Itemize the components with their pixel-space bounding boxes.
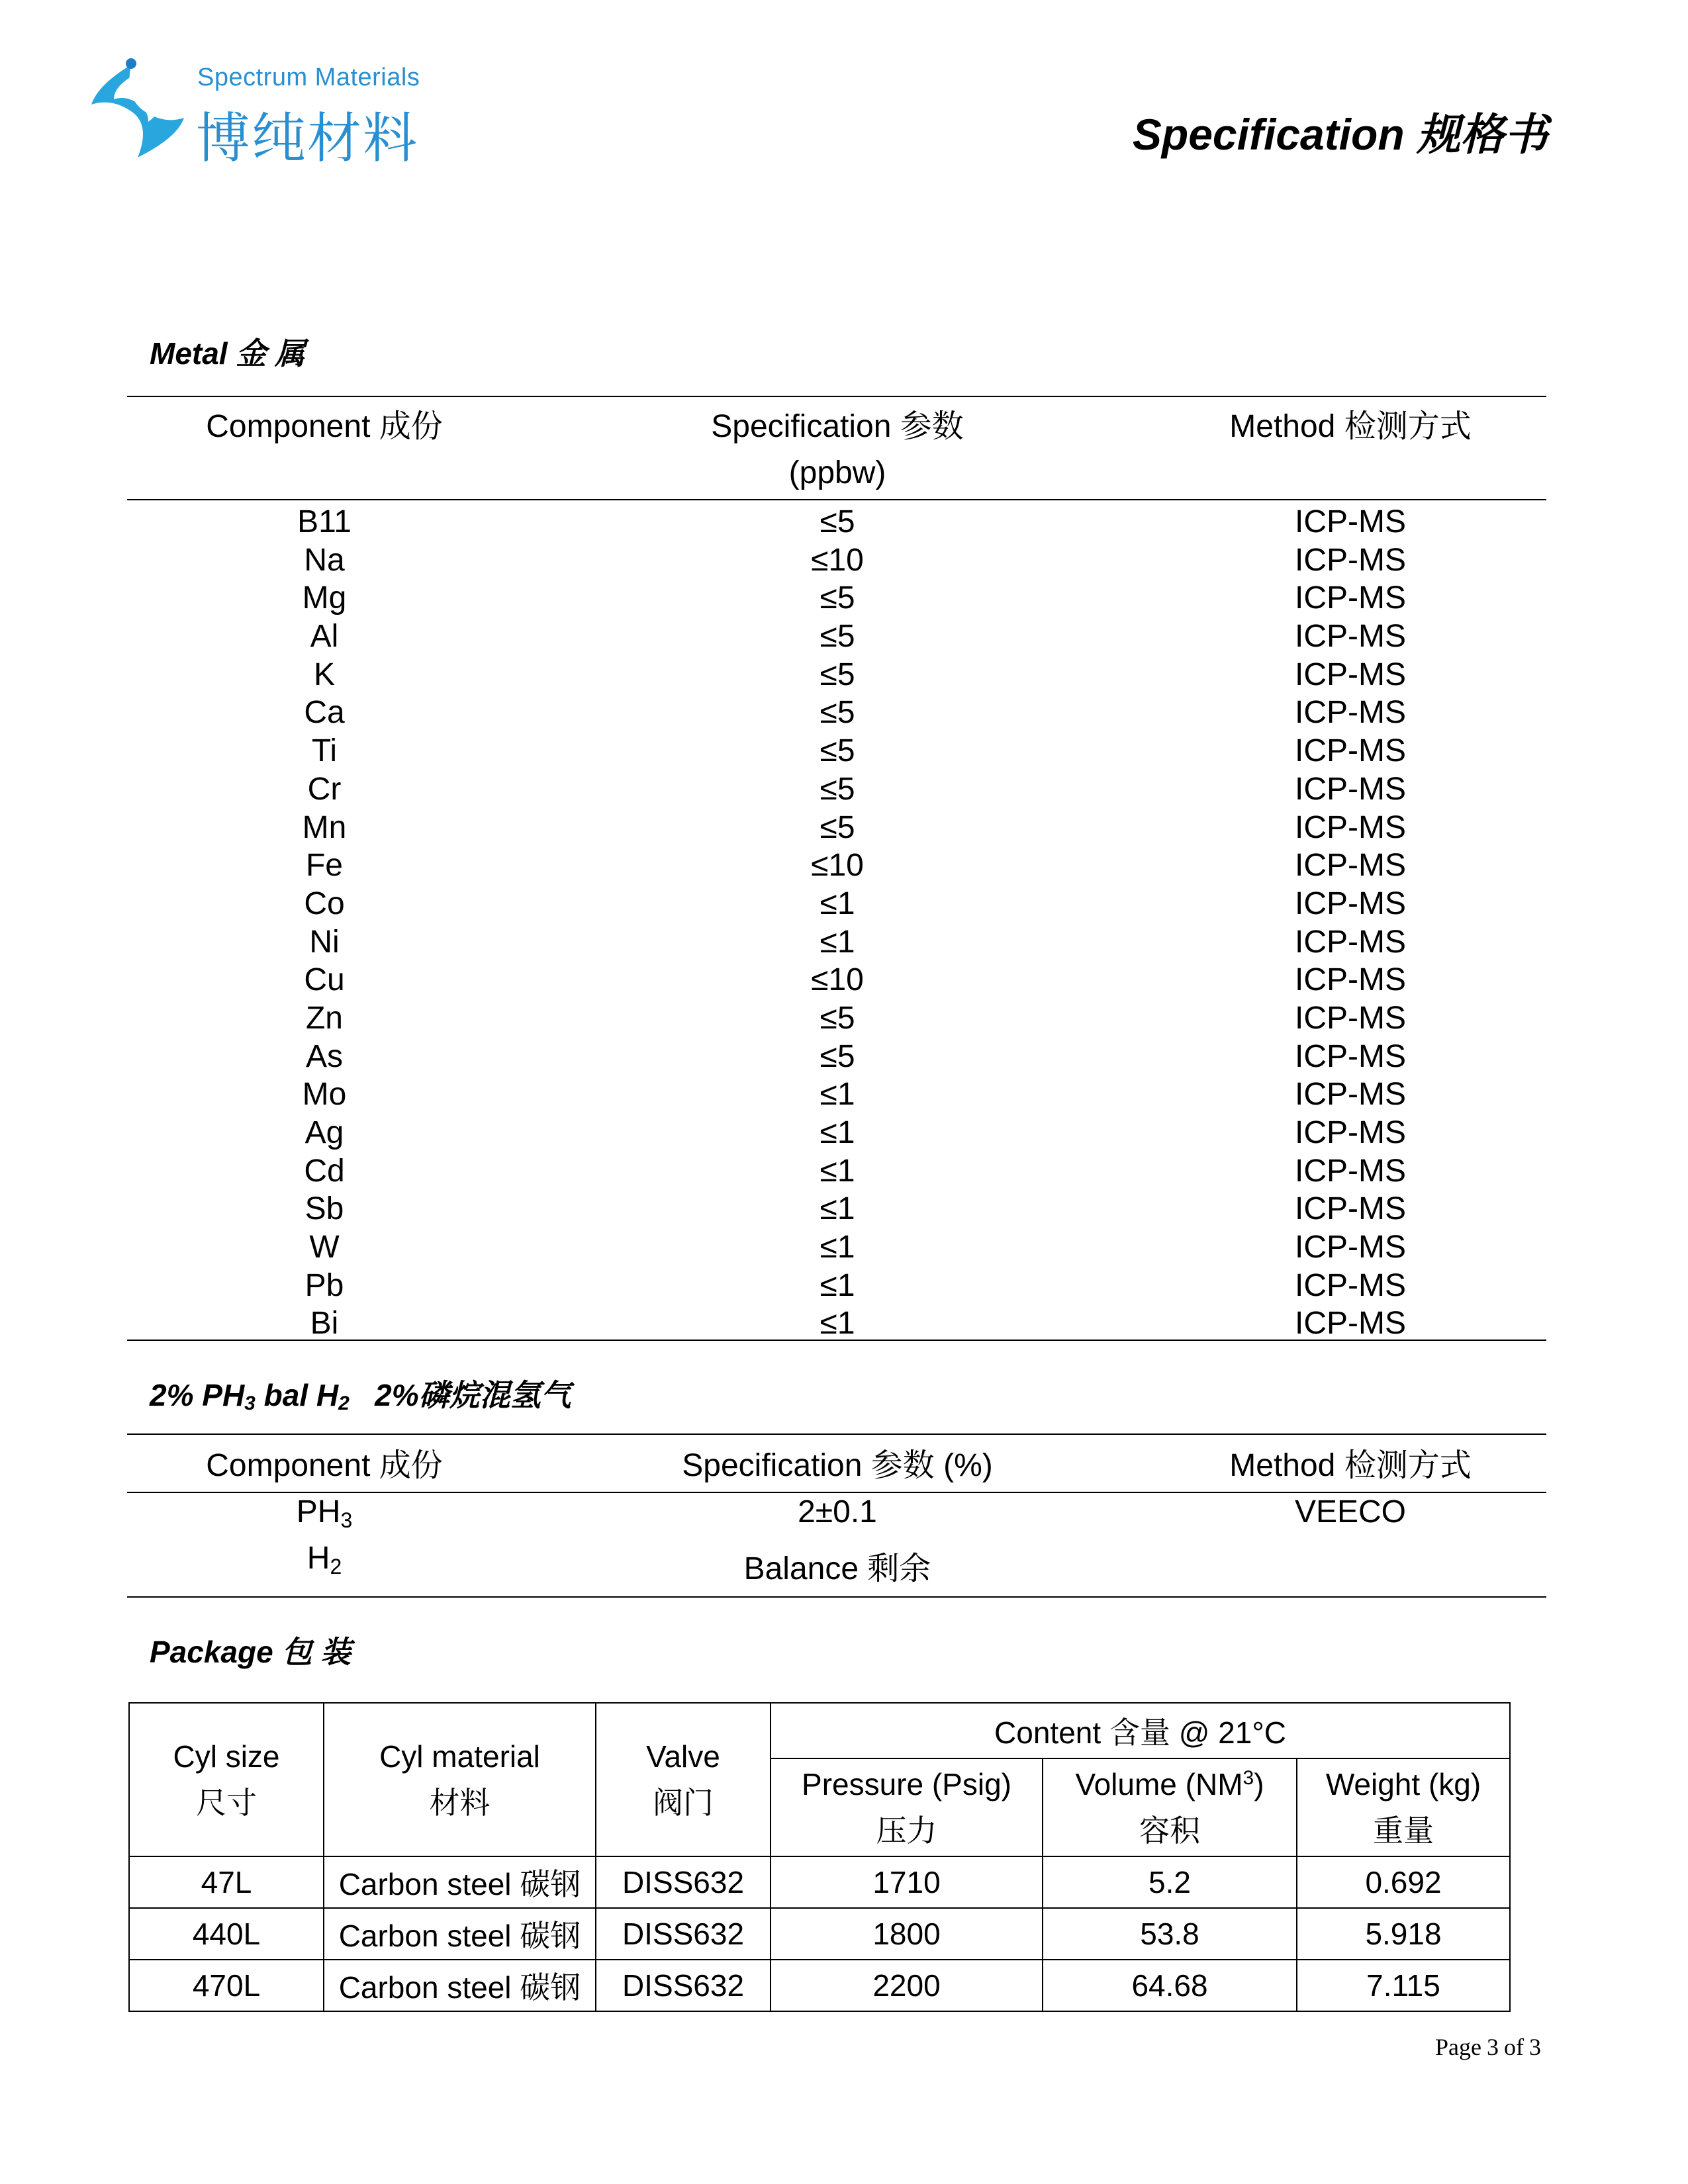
gas-title-balance: bal H: [255, 1378, 339, 1412]
package-table: [128, 1702, 1511, 2012]
pkg-cell-volume: 5.2: [1043, 1856, 1297, 1908]
metal-cell-component: Na: [304, 542, 345, 578]
metal-section-title: Metal 金 属: [150, 336, 306, 371]
page-of-word: of: [1504, 2034, 1524, 2060]
metal-table-row: [0, 885, 1688, 923]
metal-cell-method: ICP-MS: [1295, 504, 1406, 539]
gas-title-cn: 2%磷烷混氢气: [375, 1378, 571, 1412]
brand-name-en: Spectrum Materials: [197, 64, 420, 91]
metal-header-spec-unit: (ppbw): [788, 455, 886, 490]
metal-cell-method: ICP-MS: [1295, 1038, 1406, 1074]
metal-cell-method: ICP-MS: [1295, 1191, 1406, 1227]
metal-table-row: [0, 732, 1688, 770]
metal-cell-component: Zn: [305, 1000, 343, 1036]
metal-cell-spec: ≤1: [820, 1115, 855, 1150]
brand-name-cn: 博纯材料: [196, 109, 419, 169]
metal-cell-method: ICP-MS: [1295, 924, 1406, 960]
metal-header-spec: Specification 参数: [711, 409, 964, 444]
gas-row-ph3-component: [159, 1493, 490, 1539]
gas-row-ph3-subscript: 3: [340, 1508, 353, 1532]
metal-cell-method: ICP-MS: [1295, 695, 1406, 731]
package-table-body: [129, 1856, 1510, 2011]
page-total: 3: [1529, 2034, 1541, 2060]
metal-table-row: [0, 694, 1688, 732]
metal-table-row: [0, 503, 1688, 541]
gas-row-h2-component-text: H: [306, 1541, 330, 1576]
pkg-header-cyl-material-cn: 材料: [429, 1786, 491, 1820]
gas-row-ph3-spec: 2±0.1: [798, 1494, 877, 1529]
pkg-cell-size: 470L: [129, 1960, 324, 2011]
gas-table-bottom-rule: [127, 1596, 1546, 1598]
metal-cell-spec: ≤5: [820, 1000, 855, 1036]
metal-header-component: Component 成份: [206, 409, 443, 444]
metal-cell-spec: ≤5: [820, 809, 855, 845]
pkg-cell-weight: 7.115: [1297, 1960, 1510, 2011]
metal-cell-method: ICP-MS: [1295, 848, 1406, 884]
pkg-header-volume-cn: 容积: [1139, 1813, 1200, 1848]
gas-header-method: Method 检测方式: [1229, 1448, 1472, 1483]
package-table-row: [129, 1908, 1510, 1960]
metal-table-row: [0, 1114, 1688, 1152]
metal-cell-method: ICP-MS: [1295, 1230, 1406, 1265]
metal-table-row: [0, 961, 1688, 999]
pkg-cell-valve: DISS632: [596, 1856, 771, 1908]
metal-cell-component: Ag: [305, 1115, 344, 1150]
metal-cell-spec: ≤5: [820, 771, 855, 807]
metal-cell-component: Mg: [302, 580, 347, 616]
pkg-header-cyl-size: [129, 1703, 324, 1856]
pkg-cell-pressure: 1710: [771, 1856, 1043, 1908]
metal-cell-method: ICP-MS: [1295, 1306, 1406, 1342]
pkg-cell-weight: 5.918: [1297, 1908, 1510, 1960]
metal-table-row: [0, 579, 1688, 617]
metal-cell-spec: ≤5: [820, 1038, 855, 1074]
metal-cell-spec: ≤1: [820, 886, 855, 921]
metal-cell-component: Al: [310, 619, 339, 655]
metal-cell-component: Bi: [310, 1306, 339, 1342]
pkg-cell-material: Carbon steel 碳钢: [324, 1908, 596, 1960]
metal-cell-component: W: [309, 1230, 340, 1265]
pkg-header-cyl-material-en: Cyl material: [379, 1739, 540, 1774]
metal-header-rule: [127, 499, 1546, 500]
pkg-header-content: Content 含量 @ 21°C: [771, 1703, 1510, 1758]
metal-cell-spec: ≤1: [820, 1077, 855, 1113]
metal-cell-method: ICP-MS: [1295, 771, 1406, 807]
pkg-cell-material: Carbon steel 碳钢: [324, 1960, 596, 2011]
metal-cell-spec: ≤1: [820, 1153, 855, 1189]
pkg-cell-valve: DISS632: [596, 1908, 771, 1960]
metal-table-row: [0, 1304, 1688, 1343]
metal-table-row: [0, 846, 1688, 885]
metal-cell-spec: ≤5: [820, 695, 855, 731]
spectrum-materials-logo-icon: [85, 58, 191, 164]
pkg-header-volume-en: [1043, 1761, 1296, 1807]
gas-header-spec: Specification 参数 (%): [682, 1448, 993, 1483]
metal-cell-component: Co: [304, 886, 345, 921]
metal-cell-method: ICP-MS: [1295, 619, 1406, 655]
pkg-cell-volume: 64.68: [1043, 1960, 1297, 2011]
metal-cell-spec: ≤5: [820, 504, 855, 539]
pkg-header-pressure: [771, 1758, 1043, 1856]
metal-cell-spec: ≤1: [820, 924, 855, 960]
metal-cell-component: Cu: [304, 962, 345, 998]
pkg-cell-weight: 0.692: [1297, 1856, 1510, 1908]
pkg-header-volume-close: ): [1254, 1767, 1264, 1801]
package-section-title: Package 包 装: [150, 1635, 352, 1669]
metal-cell-method: ICP-MS: [1295, 1267, 1406, 1303]
metal-cell-component: Mn: [302, 809, 347, 845]
pkg-header-weight-en: Weight (kg): [1325, 1767, 1481, 1801]
pkg-header-valve-cn: 阀门: [653, 1786, 714, 1820]
gas-row-h2-component: [159, 1539, 490, 1586]
metal-table-row: [0, 1267, 1688, 1305]
pkg-cell-valve: DISS632: [596, 1960, 771, 2011]
metal-table-body: [0, 503, 1688, 1343]
metal-table-top-rule: [127, 396, 1546, 397]
metal-cell-spec: ≤10: [811, 848, 864, 884]
metal-table-row: [0, 999, 1688, 1038]
metal-table-row: [0, 1152, 1688, 1191]
document-title: Specification 规格书: [1132, 110, 1548, 159]
page-current: 3: [1487, 2034, 1499, 2060]
metal-table-row: [0, 923, 1688, 962]
metal-cell-method: ICP-MS: [1295, 1115, 1406, 1150]
gas-header-component: Component 成份: [206, 1448, 443, 1483]
page-number: [1430, 2033, 1541, 2061]
metal-cell-method: ICP-MS: [1295, 962, 1406, 998]
metal-cell-spec: ≤10: [811, 542, 864, 578]
pkg-header-valve: [596, 1703, 771, 1856]
pkg-cell-volume: 53.8: [1043, 1908, 1297, 1960]
metal-cell-spec: ≤5: [820, 657, 855, 692]
gas-title-ph3-subscript: 3: [244, 1392, 256, 1414]
pkg-cell-size: 440L: [129, 1908, 324, 1960]
metal-cell-spec: ≤10: [811, 962, 864, 998]
gas-row-h2-subscript: 2: [330, 1555, 342, 1578]
metal-cell-spec: ≤5: [820, 733, 855, 769]
metal-cell-component: Ca: [304, 695, 345, 731]
metal-cell-component: Fe: [305, 848, 343, 884]
pkg-header-valve-en: Valve: [646, 1739, 720, 1774]
metal-table-row: [0, 770, 1688, 809]
metal-cell-component: Ti: [311, 733, 338, 769]
metal-cell-spec: ≤5: [820, 580, 855, 616]
metal-table-row: [0, 809, 1688, 847]
gas-row-h2-spec: Balance 剩余: [743, 1551, 931, 1586]
pkg-header-pressure-en: Pressure (Psig): [802, 1767, 1011, 1801]
package-table-row: [129, 1856, 1510, 1908]
metal-cell-method: ICP-MS: [1295, 657, 1406, 692]
metal-table-row: [0, 617, 1688, 656]
metal-cell-spec: ≤1: [820, 1306, 855, 1342]
metal-table-row: [0, 656, 1688, 694]
pkg-header-cyl-material: [324, 1703, 596, 1856]
gas-section-title: [150, 1371, 571, 1415]
metal-cell-component: Pb: [305, 1267, 344, 1303]
metal-cell-method: ICP-MS: [1295, 886, 1406, 921]
pkg-cell-pressure: 1800: [771, 1908, 1043, 1960]
metal-cell-method: ICP-MS: [1295, 809, 1406, 845]
pkg-header-pressure-cn: 压力: [876, 1813, 937, 1848]
pkg-cell-pressure: 2200: [771, 1960, 1043, 2011]
metal-table-row: [0, 541, 1688, 580]
metal-cell-component: B11: [297, 504, 352, 539]
pkg-header-volume: [1043, 1758, 1297, 1856]
metal-table-bottom-rule: [127, 1340, 1546, 1341]
metal-header-method: Method 检测方式: [1229, 409, 1472, 444]
metal-cell-method: ICP-MS: [1295, 542, 1406, 578]
pkg-header-cyl-size-en: Cyl size: [173, 1739, 280, 1774]
metal-cell-method: ICP-MS: [1295, 1000, 1406, 1036]
pkg-header-weight: [1297, 1758, 1510, 1856]
gas-row-ph3-component-text: PH: [296, 1494, 341, 1529]
metal-cell-component: Mo: [302, 1077, 347, 1113]
metal-table-row: [0, 1075, 1688, 1114]
metal-cell-component: Cr: [307, 771, 342, 807]
metal-cell-component: Ni: [309, 924, 340, 960]
metal-cell-spec: ≤1: [820, 1267, 855, 1303]
pkg-header-cyl-size-cn: 尺寸: [196, 1786, 257, 1820]
pkg-cell-material: Carbon steel 碳钢: [324, 1856, 596, 1908]
metal-cell-component: K: [313, 657, 335, 692]
metal-cell-component: As: [305, 1038, 343, 1074]
page-word: Page: [1435, 2034, 1481, 2060]
metal-cell-method: ICP-MS: [1295, 580, 1406, 616]
pkg-header-weight-cn: 重量: [1373, 1813, 1434, 1848]
metal-cell-component: Cd: [304, 1153, 345, 1189]
pkg-cell-size: 47L: [129, 1856, 324, 1908]
pkg-header-volume-superscript: 3: [1243, 1767, 1254, 1789]
pkg-header-volume-en-text: Volume (NM: [1075, 1767, 1243, 1801]
metal-cell-spec: ≤1: [820, 1230, 855, 1265]
metal-cell-spec: ≤1: [820, 1191, 855, 1227]
gas-title-ph3: 2% PH: [150, 1378, 245, 1412]
package-table-row: [129, 1960, 1510, 2011]
metal-table-row: [0, 1038, 1688, 1076]
gas-table-top-rule: [127, 1433, 1546, 1435]
gas-row-ph3-method: VEECO: [1294, 1494, 1407, 1529]
metal-table-row: [0, 1228, 1688, 1267]
metal-cell-spec: ≤5: [820, 619, 855, 655]
metal-table-row: [0, 1190, 1688, 1228]
metal-cell-component: Sb: [305, 1191, 344, 1227]
metal-cell-method: ICP-MS: [1295, 733, 1406, 769]
metal-cell-method: ICP-MS: [1295, 1153, 1406, 1189]
metal-cell-method: ICP-MS: [1295, 1077, 1406, 1113]
brand-logo: [85, 58, 429, 169]
gas-title-h2-subscript: 2: [338, 1392, 350, 1414]
